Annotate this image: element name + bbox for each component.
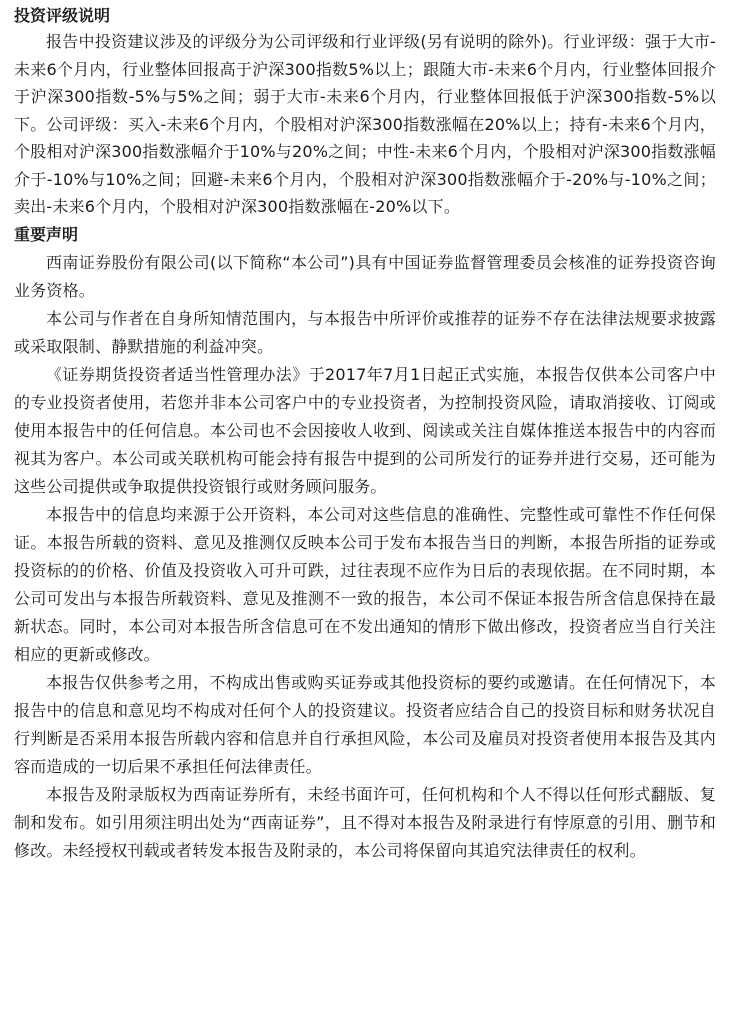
disclaimer-paragraph-qualification: 西南证券股份有限公司(以下简称“本公司”)具有中国证券监督管理委员会核准的证券投资咨询业务资格。 xyxy=(14,252,716,300)
rating-section-title: 投资评级说明 xyxy=(14,6,111,25)
disclaimer-paragraph-copyright: 本报告及附录版权为西南证券所有，未经书面许可，任何机构和个人不得以任何形式翻版、复制和发布。如引用须注明出处为“西南证券”，且不得对本报告及附录进行有悖原意的引用、删节和修改。未经授权刊载或者转发本报告及附录的，本公司将保留向其追究法律责任的权利。 xyxy=(14,784,716,860)
disclaimer-section-title: 重要声明 xyxy=(14,224,79,244)
rating-paragraph: 报告中投资建议涉及的评级分为公司评级和行业评级(另有说明的除外)。行业评级：强于大市-未来6个月内，行业整体回报高于沪深300指数5%以上；跟随大市-未来6个月内，行业整体回报介于沪深300指数-5%与5%之间；弱于大市-未来6个月内，行业整体回报低于沪深300指数-5%以下。公司评级：买入-未来6个月内，个股相对沪深300指数涨幅在20%以上；持有-未来6个月内，个股相对沪深300指数涨幅介于10%与20%之间；中性-未来6个月内，个股相对沪深300指数涨幅介于-10%与10%之间；回避-未来6个月内，个股相对沪深300指数涨幅介于-20%与-10%之间；卖出-未来6个月内，个股相对沪深300指数涨幅在-20%以下。 xyxy=(14,32,716,216)
rating-explanation-section xyxy=(14,4,716,221)
disclaimer-paragraph-conflict: 本公司与作者在自身所知情范围内，与本报告中所评价或推荐的证券不存在法律法规要求披露或采取限制、静默措施的利益冲突。 xyxy=(14,308,716,356)
disclaimer-paragraph-information-source: 本报告中的信息均来源于公开资料，本公司对这些信息的准确性、完整性或可靠性不作任何保证。本报告所载的资料、意见及推测仅反映本公司于发布本报告当日的判断，本报告所指的证券或投资标的的价格、价值及投资收入可升可跌，过往表现不应作为日后的表现依据。在不同时期，本公司可发出与本报告所载资料、意见及推测不一致的报告，本公司不保证本报告所含信息保持在最新状态。同时，本公司对本报告所含信息可在不发出通知的情形下做出修改，投资者应当自行关注相应的更新或修改。 xyxy=(14,504,716,664)
disclaimer-paragraph-suitability: 《证券期货投资者适当性管理办法》于2017年7月1日起正式实施，本报告仅供本公司客户中的专业投资者使用，若您并非本公司客户中的专业投资者，为控制投资风险，请取消接收、订阅或使用本报告中的任何信息。本公司也不会因接收人收到、阅读或关注自媒体推送本报告中的内容而视其为客户。本公司或关联机构可能会持有报告中提到的公司所发行的证券并进行交易，还可能为这些公司提供或争取提供投资银行或财务顾问服务。 xyxy=(14,364,716,496)
disclaimer-paragraph-reference-only: 本报告仅供参考之用，不构成出售或购买证券或其他投资标的要约或邀请。在任何情况下，本报告中的信息和意见均不构成对任何个人的投资建议。投资者应结合自己的投资目标和财务状况自行判断是否采用本报告所载内容和信息并自行承担风险，本公司及雇员对投资者使用本报告及其内容而造成的一切后果不承担任何法律责任。 xyxy=(14,672,716,776)
important-disclaimer-section xyxy=(14,223,716,865)
